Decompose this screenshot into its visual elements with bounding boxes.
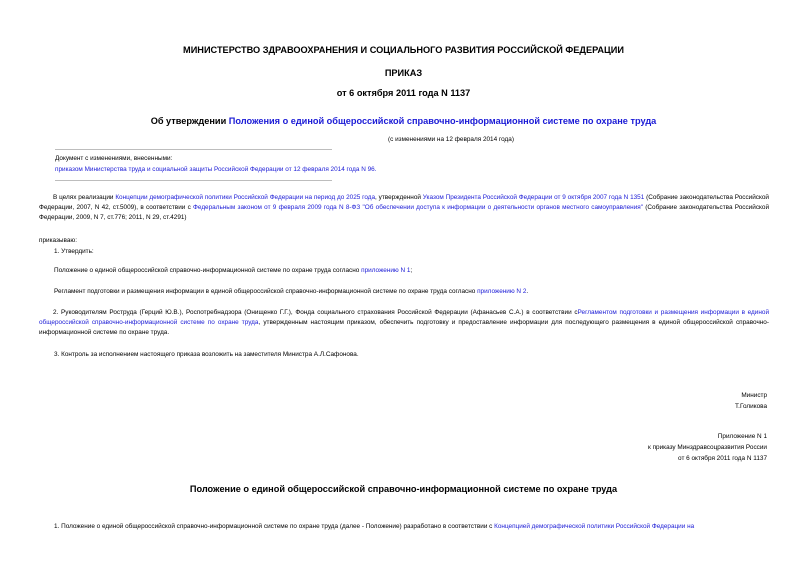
document-title xyxy=(0,116,807,126)
item-2-link-regulation[interactable]: Регламентом подготовки и размещения информации в единой общероссийской справочно-информационной системе по охране труда xyxy=(39,309,770,326)
changes-link[interactable]: приказом Министерства труда и социальной защиты Российской Федерации от 12 февраля 2014 года N 96. xyxy=(55,166,377,173)
item-1a xyxy=(54,266,412,276)
item-2-paragraph xyxy=(39,308,769,337)
divider-bottom xyxy=(55,180,332,181)
appendix-line-3: от 6 октября 2011 года N 1137 xyxy=(678,455,767,462)
preamble-text-1: В целях реализации xyxy=(53,194,116,201)
document-type: ПРИКАЗ xyxy=(384,68,423,78)
preamble-link-law[interactable]: Федеральным законом от 9 февраля 2009 года N 8-ФЗ "Об обеспечении доступа к информации о деятельности органов местного самоуправления" xyxy=(193,203,644,211)
ministry-heading: МИНИСТЕРСТВО ЗДРАВООХРАНЕНИЯ И СОЦИАЛЬНОГО РАЗВИТИЯ РОССИЙСКОЙ ФЕДЕРАЦИИ xyxy=(183,45,624,55)
item-1a-end: ; xyxy=(410,267,413,274)
item-2-text-2: , утвержденным настоящим приказом, обеспечить подготовку и предоставление информации для последующего размещения в единой общероссийской справочно-информационной системе по охране труда. xyxy=(39,318,769,336)
signature-role: Министр xyxy=(741,392,767,399)
section-title: Положение о единой общероссийской справочно-информационной системе по охране труда xyxy=(189,484,618,494)
item-1b xyxy=(54,287,528,297)
appendix-line-1: Приложение N 1 xyxy=(717,433,767,440)
item-1b-link[interactable]: приложению N 2 xyxy=(477,288,527,295)
item-1b-text: Регламент подготовки и размещения информации в единой общероссийской справочно-информационной системе по охране труда согласно xyxy=(54,288,478,295)
preamble-paragraph xyxy=(39,193,769,222)
item-2-text-1: 2. Руководителям Роструда (Герций Ю.В.), Роспотребнадзора (Онищенко Г.Г.), Фонда социального страхования Российской Федерации (Афанасьев С.А.) в соответствии с xyxy=(53,309,578,316)
amendment-note: (с изменениями на 12 февраля 2014 года) xyxy=(388,136,514,143)
item-1: 1. Утвердить: xyxy=(54,248,94,255)
title-link[interactable]: Положения о единой общероссийской справочно-информационной системе по охране труда xyxy=(228,116,657,126)
item-3: 3. Контроль за исполнением настоящего приказа возложить на заместителя Министра А.Л.Сафонова. xyxy=(54,351,359,358)
changes-label: Документ с изменениями, внесенными: xyxy=(55,155,173,162)
preamble-text-4: (Собрание законодательства Российской Федерации, 2009, N 7, ст.776; 2011, N 29, ст.4291) xyxy=(39,203,770,221)
divider-top xyxy=(55,149,332,150)
appendix-line-2: к приказу Минздравсоцразвития России xyxy=(648,444,767,451)
preamble-text-2: , утвержденной xyxy=(375,194,423,201)
preamble-link-concept[interactable]: Концепции демографической политики Российской Федерации на период до 2025 года xyxy=(115,194,376,201)
order-word: приказываю: xyxy=(39,237,77,244)
paragraph-1-link[interactable]: Концепцией демографической политики Российской Федерации на xyxy=(494,523,695,530)
item-1b-end: . xyxy=(526,288,529,295)
item-1a-text: Положение о единой общероссийской справочно-информационной системе по охране труда согласно xyxy=(54,267,362,274)
paragraph-1 xyxy=(54,522,784,532)
title-prefix: Об утверждении xyxy=(150,116,229,126)
preamble-text-3: (Собрание законодательства Российской Федерации, 2007, N 42, ст.5009), в соответствии с xyxy=(39,194,769,211)
preamble-link-decree[interactable]: Указом Президента Российской Федерации от 9 октября 2007 года N 1351 xyxy=(422,194,645,201)
paragraph-1-text: 1. Положение о единой общероссийской справочно-информационной системе по охране труда (далее - Положение) разработано в соответствии с xyxy=(54,523,495,530)
item-1a-link[interactable]: приложению N 1 xyxy=(361,267,411,274)
signature-name: Т.Голикова xyxy=(734,403,767,410)
document-date-number: от 6 октября 2011 года N 1137 xyxy=(336,88,471,98)
